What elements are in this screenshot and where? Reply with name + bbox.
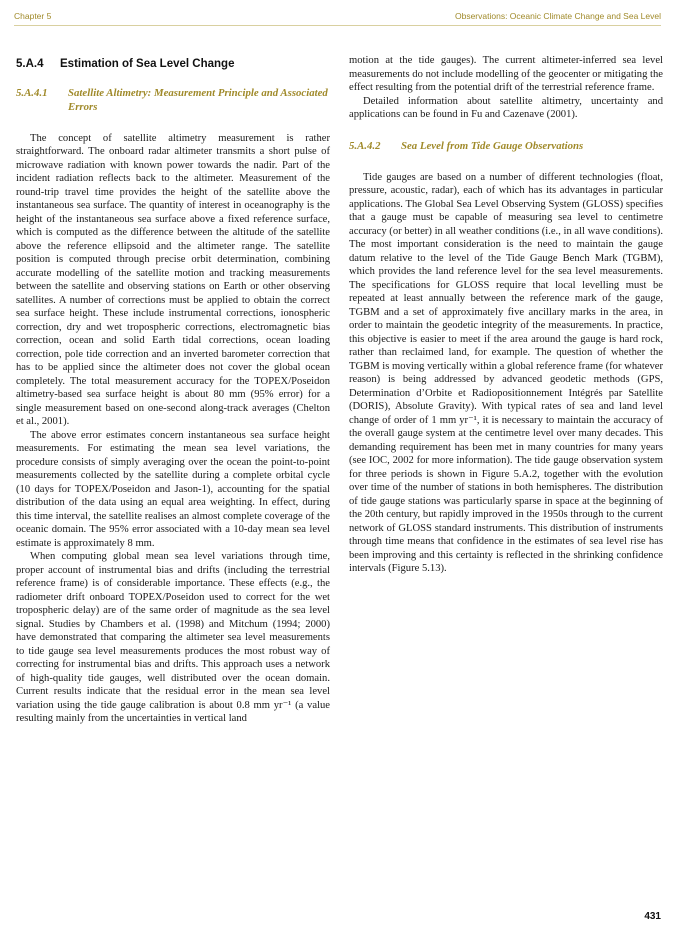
page-header xyxy=(14,9,661,26)
paragraph: The concept of satellite altimetry measurement is rather straightforward. The onboard radar altimeter transmits a short pulse of microwave radiation with known power towards the nadir. Part of the incident radiation reflects back to the altimeter. Measurement of the round-trip travel time provides the height of the satellite above the instantaneous sea surface. The quantity of interest in oceanography is the height of the instantaneous sea surface above a fixed reference surface, which is computed as the difference between the altitude of the satellite above the reference ellipsoid and the altimeter range. The satellite position is computed through precise orbit determination, combining accurate modelling of the satellite motion and tracking measurements between the satellite and observing stations on Earth or other observing satellites. A number of corrections must be applied to obtain the correct sea surface height. These include instrumental corrections, ionospheric correction, dry and wet tropospheric corrections, electromagnetic bias correction, ocean and solid Earth tidal corrections, ocean loading correction, pole tide correction and an inverted barometer correction that has to be applied since the altimeter does not cover the global ocean completely. The total measurement accuracy for the TOPEX/Poseidon altimetry-based sea surface height is about 80 mm (95% error) for a single measurement based on one-second along-track averages (Chelton et al., 2001). xyxy=(16,132,330,427)
subsection-title-1: Satellite Altimetry: Measurement Principle and Associated Errors xyxy=(68,86,328,113)
section-heading xyxy=(16,58,330,72)
paragraph: The above error estimates concern instantaneous sea surface height measurements. For estimating the mean sea level variations, the procedure consists of simply averaging over the ocean the point-to-point measurements collected by the satellite during a complete orbital cycle (10 days for TOPEX/Poseidon and Jason-1), accounting for the spatial distribution of the data using an equal area weighting. In effect, during this time interval, the satellite realises an almost complete coverage of the oceanic domain. The 95% error associated with a 10-day mean sea level estimate is approximately 8 mm. xyxy=(16,429,330,549)
running-title: Observations: Oceanic Climate Change and Sea Level xyxy=(454,11,661,21)
section-title: Estimation of Sea Level Change xyxy=(60,58,235,70)
subsection-title-2: Sea Level from Tide Gauge Observations xyxy=(401,139,584,152)
subsection-heading-2 xyxy=(349,139,663,153)
paragraph: When computing global mean sea level variations through time, proper account of instrumental bias and drifts (including the terrestrial reference frame) is of considerable importance. These effects (e.g., the radiometer drift onboard TOPEX/Poseidon used to correct for the wet tropospheric delay) are of the same order of magnitude as the sea level signal. Studies by Chambers et al. (1998) and Mitchum (1994; 2000) have demonstrated that comparing the altimeter sea level measurements to tide gauge sea level measurements produces the most robust way of correcting for instrumental bias and drifts. This approach uses a network of high-quality tide gauges, well distributed over the ocean domain. Current results indicate that the residual error in the mean sea level variation using the tide gauge calibration is about 0.8 mm yr⁻¹ (a value resulting mainly from the uncertainties in vertical land xyxy=(16,551,330,724)
section-number: 5.A.4 xyxy=(16,58,44,70)
subsection-number-2: 5.A.4.2 xyxy=(349,139,381,152)
page-number: 431 xyxy=(644,911,661,922)
paragraph: Tide gauges are based on a number of different technologies (float, pressure, acoustic, radar), each of which has its advantages in particular applications. The Global Sea Level Observing System (GLOSS) specifies that a gauge must be capable of measuring sea level to centimetre accuracy (or better) in all weather conditions (i.e., in all wave conditions). The most important consideration is the need to maintain the gauge datum relative to the level of the Tide Gauge Bench Mark (TGBM), which provides the land reference level for the sea level measurements. The specifications for GLOSS require that local levelling must be repeated at least annually between the reference mark of the gauge, TGBM and a set of approximately five ancillary marks in the area, in order to maintain the geodetic integrity of the measurements. In practice, this objective is easier to meet if the area around the gauge is hard rock, rather than reclaimed land, for example. The question of whether the TGBM is moving vertically within a global reference frame (for whatever reason) is being addressed by advanced geodetic methods (GPS, Determination d’Orbite et Radiopositionnement Intégrés par Satellite (DORIS), Absolute Gravity). With typical rates of sea and land level change of order of 1 mm yr⁻¹, it is necessary to maintain the accuracy of the overall gauge system at the centimetre level over many decades. This demanding requirement has been met in many countries for many years (see IOC, 2002 for more information). The tide gauge observation system for three periods is shown in Figure 5.A.2, together with the evolution over time of the number of stations in both hemispheres. The distribution of tide gauge stations was particularly sparse in space at the beginning of the 20th century, but rapidly improved in the 1950s through to the current network of GLOSS standard instruments. This distribution of instruments through time means that confidence in the estimates of sea level rise has been improving and this certainty is reflected in the shrinking confidence intervals (Figure 5.13). xyxy=(349,171,663,574)
paragraph: Detailed information about satellite altimetry, uncertainty and applications can be found in Fu and Cazenave (2001). xyxy=(349,95,663,120)
left-column xyxy=(16,54,330,726)
subsection-heading-1 xyxy=(16,86,330,114)
subsection-number-1: 5.A.4.1 xyxy=(16,86,48,99)
paragraph: motion at the tide gauges). The current altimeter-inferred sea level measurements do not include modelling of the geocenter or mitigating the effect resulting from the potential drift of the terrestrial reference frame. xyxy=(349,55,663,93)
chapter-label: Chapter 5 xyxy=(14,11,52,21)
right-column xyxy=(349,54,663,576)
